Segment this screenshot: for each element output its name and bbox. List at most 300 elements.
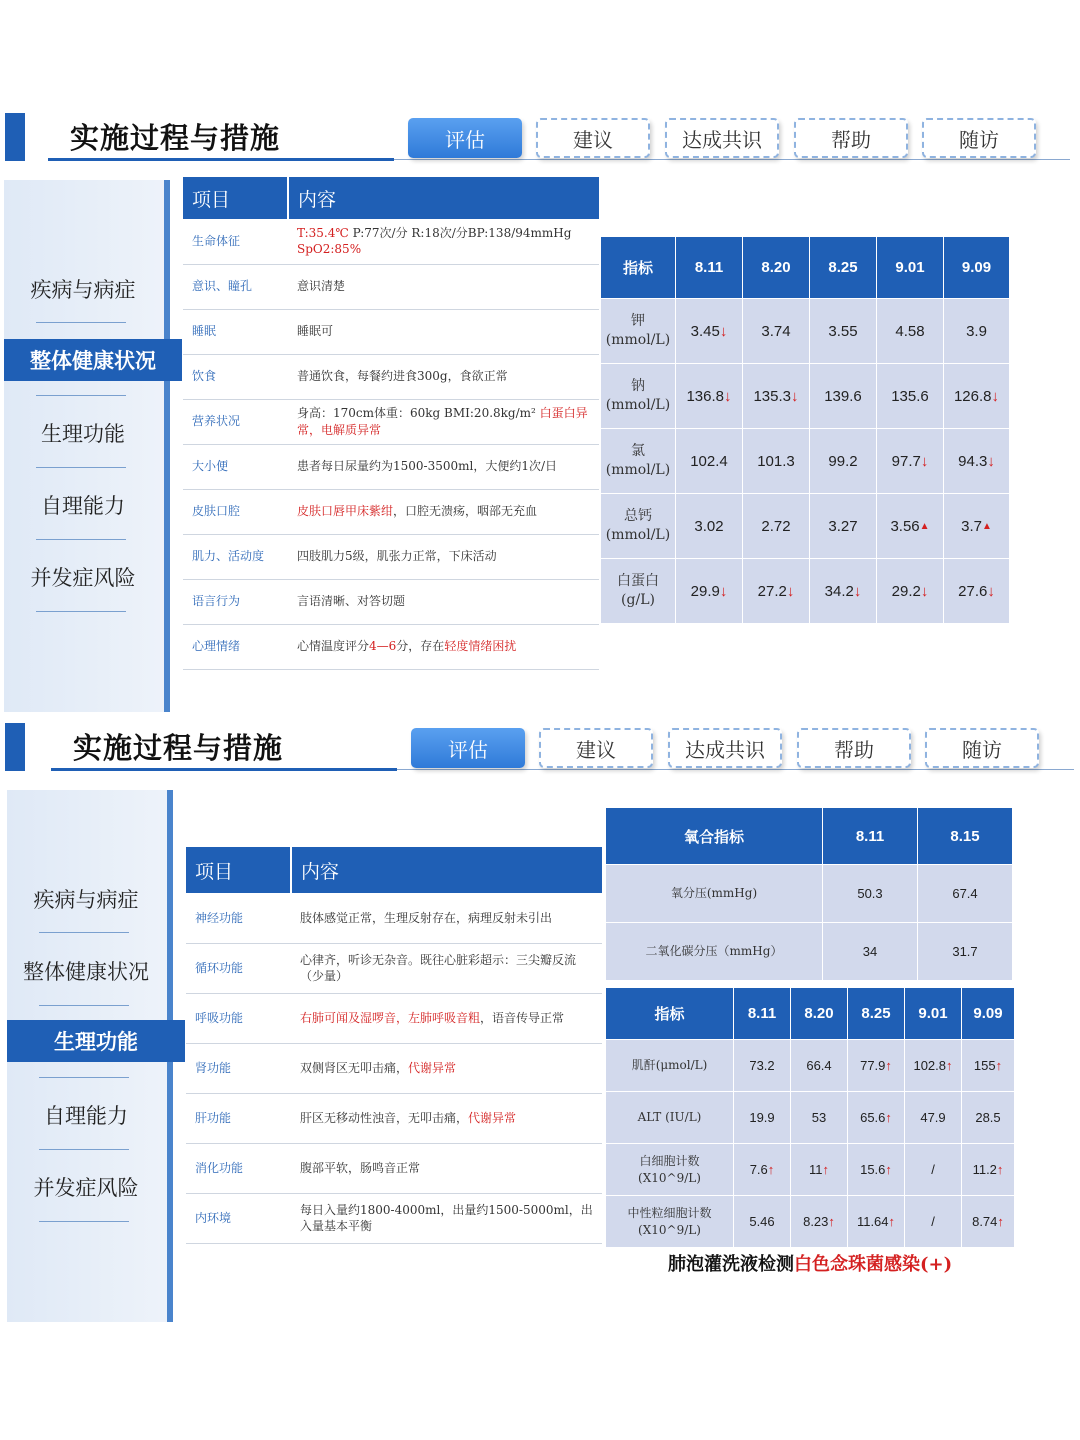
lab-value-cell <box>962 1092 1015 1144</box>
lab-row <box>601 429 1010 494</box>
lab-value-cell <box>734 1196 791 1248</box>
lab-row <box>606 923 1013 981</box>
lab-header-date: 8.11 <box>734 988 791 1040</box>
row-item-content <box>291 893 602 943</box>
lab-value: 135.3 <box>753 387 792 405</box>
row-item-content <box>288 309 599 354</box>
row-item-content <box>288 444 599 489</box>
caption-highlight: 白色念珠菌感染(+) <box>794 1254 953 1275</box>
lab-indicator-name <box>601 494 676 559</box>
nav-separator <box>39 1005 129 1006</box>
lab-value: 66.4 <box>806 1058 832 1073</box>
arrow-down-icon: ↓ <box>786 582 795 600</box>
row-item-label: 呼吸功能 <box>186 993 291 1043</box>
nav-separator <box>36 395 126 396</box>
lab-value-cell <box>791 1092 848 1144</box>
arrow-down-icon: ↓ <box>724 387 732 405</box>
lab-indicator-line: ALT (IU/L) <box>637 1110 702 1125</box>
lab-value-cell <box>944 559 1010 624</box>
lab-value: 53 <box>811 1110 827 1125</box>
tab-consensus[interactable]: 达成共识 <box>668 728 782 768</box>
row-item-content <box>288 399 599 444</box>
triangle-up-icon: ▲ <box>919 520 930 532</box>
alert-text: T:35.4℃ <box>297 226 349 241</box>
alert-text: SpO2:85% <box>297 242 362 257</box>
electrolyte-lab-table <box>600 236 1010 624</box>
row-item-label: 生命体征 <box>183 219 288 264</box>
lab-indicator-line: 肌酐(μmol/L) <box>631 1058 708 1073</box>
table-row <box>183 219 599 264</box>
lab-value: 102.8 <box>913 1058 947 1073</box>
row-item-label: 消化功能 <box>186 1143 291 1193</box>
lab-header-date: 8.20 <box>791 988 848 1040</box>
lab-value-cell <box>918 923 1013 981</box>
lab-value: 8.23 <box>803 1214 829 1229</box>
content-text: 腹部平软，肠鸣音正常 <box>300 1160 421 1175</box>
lab-indicator-name <box>606 923 823 981</box>
alert-text: 4—6 <box>369 639 397 654</box>
arrow-up-icon: ↑ <box>885 1162 892 1177</box>
lab-value-cell <box>877 559 944 624</box>
lab-indicator-line: 钠 <box>631 378 645 395</box>
renal-liver-lab-table <box>605 987 1015 1248</box>
lab-value: 11.64 <box>856 1214 889 1229</box>
lab-indicator-name <box>606 865 823 923</box>
lab-value-cell <box>676 494 743 559</box>
lab-value-cell <box>810 364 877 429</box>
lab-indicator-line: (mmol/L) <box>605 462 671 478</box>
lab-value-cell <box>791 1144 848 1196</box>
lab-value-cell <box>944 364 1010 429</box>
lab-indicator-line: (X10^9/L) <box>638 1222 701 1237</box>
lab-value-cell <box>734 1144 791 1196</box>
alert-text: 代谢异常 <box>468 1110 517 1125</box>
nav-item-complication-risk[interactable]: 并发症风险 <box>33 1176 139 1200</box>
row-item-label: 大小便 <box>183 444 288 489</box>
lab-value: 3.55 <box>828 322 858 340</box>
arrow-up-icon: ↑ <box>767 1162 775 1177</box>
table-row <box>183 579 599 624</box>
arrow-up-icon: ↑ <box>885 1058 892 1073</box>
row-item-content <box>288 264 599 309</box>
table-row <box>183 354 599 399</box>
lab-value: / <box>931 1214 935 1229</box>
lab-value-cell <box>848 1144 905 1196</box>
row-item-label: 皮肤口腔 <box>183 489 288 534</box>
slide-physiology <box>0 718 1080 1328</box>
lab-value-cell <box>877 429 944 494</box>
content-text: 心律齐，听诊无杂音。既往心脏彩超示：三尖瓣反流（少量） <box>300 952 577 983</box>
nav-separator <box>39 932 129 933</box>
lab-value: 50.3 <box>857 886 883 901</box>
lab-header-row <box>601 237 1010 299</box>
nav-item-self-care[interactable]: 自理能力 <box>41 494 125 518</box>
tab-followup[interactable]: 随访 <box>925 728 1039 768</box>
lab-row <box>601 559 1010 624</box>
lab-header-date: 8.20 <box>743 237 810 299</box>
lab-value-cell <box>944 429 1010 494</box>
row-item-content <box>291 1193 602 1243</box>
table-row <box>186 1093 602 1143</box>
lab-value: 65.6 <box>860 1110 886 1125</box>
lab-value-cell <box>877 364 944 429</box>
lab-value: 28.5 <box>975 1110 1001 1125</box>
lab-value: 3.9 <box>966 322 987 340</box>
content-text: 双侧肾区无叩击痛， <box>300 1060 409 1075</box>
lab-value-cell <box>962 1040 1015 1092</box>
lab-value: 3.56 <box>890 517 920 535</box>
table-row <box>186 1143 602 1193</box>
table-row <box>186 893 602 943</box>
lab-value-cell <box>905 1144 962 1196</box>
lab-value: 136.8 <box>686 387 725 405</box>
content-text: 患者每日尿量约为1500-3500ml，大便约1次/日 <box>297 459 558 474</box>
row-item-content <box>291 1043 602 1093</box>
lab-header-date: 9.09 <box>944 237 1010 299</box>
lab-value: 99.2 <box>828 452 858 470</box>
arrow-up-icon: ↑ <box>822 1162 829 1177</box>
lab-indicator-name <box>606 1196 734 1248</box>
content-text: 普通饮食，每餐约进食300g，食欲正常 <box>297 369 508 384</box>
lab-value: 7.6 <box>749 1162 768 1177</box>
row-item-label: 循环功能 <box>186 943 291 993</box>
lab-indicator-line: (mmol/L) <box>605 527 671 543</box>
lab-header-date: 9.09 <box>962 988 1015 1040</box>
lab-value-cell <box>848 1040 905 1092</box>
arrow-up-icon: ↑ <box>828 1214 835 1229</box>
nav-item-physiology[interactable]: 生理功能 <box>7 1020 185 1062</box>
alert-text: 代谢异常 <box>408 1060 457 1075</box>
lab-value-cell <box>734 1092 791 1144</box>
content-text: 心情温度评分 <box>297 639 370 654</box>
lab-value-cell <box>791 1040 848 1092</box>
lab-indicator-line: (mmol/L) <box>605 332 671 348</box>
lab-value-cell <box>743 364 810 429</box>
arrow-up-icon: ↑ <box>885 1110 892 1125</box>
row-item-content <box>288 579 599 624</box>
lab-value: 2.72 <box>761 517 791 535</box>
arrow-down-icon: ↓ <box>920 452 929 470</box>
lab-header-row <box>606 808 1013 865</box>
lab-indicator-line: 白细胞计数 <box>639 1154 700 1169</box>
row-item-content <box>288 624 599 669</box>
lab-value-cell <box>848 1092 905 1144</box>
arrow-up-icon: ↑ <box>996 1162 1004 1177</box>
lab-value-cell <box>905 1040 962 1092</box>
lab-header-date: 8.25 <box>848 988 905 1040</box>
nav-item-self-care[interactable]: 自理能力 <box>44 1104 128 1128</box>
table-row <box>186 1193 602 1243</box>
lab-value-cell <box>791 1196 848 1248</box>
row-item-label: 心理情绪 <box>183 624 288 669</box>
lab-value: 29.2 <box>891 582 921 600</box>
lab-value-cell <box>676 364 743 429</box>
content-text: P:77次/分 R:18次/分BP:138/94mmHg <box>348 226 572 241</box>
table-row <box>183 534 599 579</box>
lab-value: 3.45 <box>690 322 720 340</box>
content-text: 睡眠可 <box>297 324 334 339</box>
lab-value: 67.4 <box>952 886 978 901</box>
row-item-label: 肌力、活动度 <box>183 534 288 579</box>
lab-row <box>601 494 1010 559</box>
nav-item-physiology[interactable]: 生理功能 <box>41 422 125 446</box>
arrow-down-icon: ↓ <box>719 322 728 340</box>
lab-value: 27.2 <box>757 582 787 600</box>
lab-value: 31.7 <box>952 944 978 959</box>
header-accent-bar <box>5 723 25 771</box>
lab-indicator-line: (g/L) <box>621 592 655 608</box>
lab-indicator-line: 中性粒细胞计数 <box>627 1206 712 1221</box>
lab-value: 3.02 <box>694 517 724 535</box>
lab-value: 5.46 <box>749 1214 775 1229</box>
lab-value-cell <box>848 1196 905 1248</box>
nav-item-disease[interactable]: 疾病与病症 <box>30 278 136 302</box>
lab-indicator-line: 白蛋白 <box>617 573 659 590</box>
table-row <box>186 1043 602 1093</box>
lab-value: 8.74 <box>972 1214 998 1229</box>
tab-suggest[interactable]: 建议 <box>536 118 650 158</box>
row-item-label: 营养状况 <box>183 399 288 444</box>
lab-indicator-line: (mmol/L) <box>605 397 671 413</box>
lab-row <box>606 1040 1015 1092</box>
lab-indicator-line: 总钙 <box>624 508 652 525</box>
lab-value: 4.58 <box>895 322 925 340</box>
lab-value-cell <box>734 1040 791 1092</box>
column-header-content: 内容 <box>291 847 602 893</box>
lab-value-cell <box>743 429 810 494</box>
lab-row <box>606 865 1013 923</box>
lab-value-cell <box>743 559 810 624</box>
row-item-content <box>291 943 602 993</box>
table-row <box>186 993 602 1043</box>
row-item-label: 饮食 <box>183 354 288 399</box>
lab-header-date: 9.01 <box>877 237 944 299</box>
lab-header-indicator: 指标 <box>601 237 676 299</box>
lab-value: 34.2 <box>824 582 854 600</box>
column-header-item: 项目 <box>183 177 288 219</box>
table-row <box>186 943 602 993</box>
content-text: 身高：170cm体重：60kg BMI:20.8kg/m² <box>297 406 540 421</box>
nav-separator <box>39 1149 129 1150</box>
lab-value-cell <box>823 923 918 981</box>
arrow-up-icon: ↑ <box>995 1058 1003 1073</box>
nav-separator <box>36 322 126 323</box>
alert-text: 白蛋白异常，电解质异常 <box>297 406 588 437</box>
nav-item-complication-risk[interactable]: 并发症风险 <box>30 566 136 590</box>
lab-value: 15.6 <box>860 1162 886 1177</box>
lab-header-date: 8.11 <box>823 808 918 865</box>
lab-value-cell <box>918 865 1013 923</box>
content-text: 四肢肌力5级，肌张力正常，下床活动 <box>297 549 497 564</box>
tab-help[interactable]: 帮助 <box>797 728 911 768</box>
lab-value-cell <box>944 494 1010 559</box>
row-item-content <box>288 534 599 579</box>
lab-value: 155 <box>973 1058 996 1073</box>
table-row <box>183 444 599 489</box>
lab-value-cell <box>877 494 944 559</box>
page-title: 实施过程与措施 <box>70 121 281 155</box>
physiology-table <box>186 847 602 1244</box>
alert-text: 右肺可闻及湿啰音，左肺呼吸音粗 <box>300 1010 481 1025</box>
lab-row <box>601 299 1010 364</box>
lab-value: 126.8 <box>953 387 992 405</box>
lab-header-date: 8.11 <box>676 237 743 299</box>
arrow-down-icon: ↓ <box>991 387 1000 405</box>
lab-row <box>601 364 1010 429</box>
nav-item-disease[interactable]: 疾病与病症 <box>33 888 139 912</box>
header-underline <box>51 768 397 771</box>
lab-value: 47.9 <box>920 1110 946 1125</box>
row-item-content <box>288 354 599 399</box>
lab-value-cell <box>810 429 877 494</box>
arrow-down-icon: ↓ <box>987 452 995 470</box>
nav-separator <box>39 1077 129 1078</box>
tab-assess[interactable]: 评估 <box>408 118 522 158</box>
lab-indicator-name <box>606 1144 734 1196</box>
row-item-label: 内环境 <box>186 1193 291 1243</box>
lab-value: 3.74 <box>761 322 791 340</box>
lab-value: 11 <box>809 1162 823 1177</box>
arrow-down-icon: ↓ <box>853 582 862 600</box>
column-header-content: 内容 <box>288 177 599 219</box>
alert-text: 轻度情绪困扰 <box>444 639 517 654</box>
oxygenation-lab-table <box>605 807 1013 981</box>
tab-help[interactable]: 帮助 <box>794 118 908 158</box>
lab-value-cell <box>905 1092 962 1144</box>
lavage-test-caption <box>668 1250 952 1276</box>
row-item-content <box>288 219 599 264</box>
lab-value: 19.9 <box>749 1110 775 1125</box>
lab-value: 73.2 <box>749 1058 775 1073</box>
lab-value: 3.27 <box>828 517 858 535</box>
nav-separator <box>36 539 126 540</box>
tab-suggest[interactable]: 建议 <box>539 728 653 768</box>
lab-indicator-name <box>601 429 676 494</box>
tab-followup[interactable]: 随访 <box>922 118 1036 158</box>
lab-value: 77.9 <box>860 1058 886 1073</box>
lab-value: 102.4 <box>690 452 728 470</box>
content-text: ，语音传导正常 <box>480 1010 565 1025</box>
lab-value-cell <box>810 299 877 364</box>
lab-value: 94.3 <box>958 452 988 470</box>
lab-row <box>606 1144 1015 1196</box>
nav-separator <box>36 467 126 468</box>
lab-value-cell <box>823 865 918 923</box>
lab-indicator-name <box>601 299 676 364</box>
row-item-label: 肾功能 <box>186 1043 291 1093</box>
slide-overall-health <box>0 108 1080 718</box>
content-text: 肢体感觉正常，生理反射存在，病理反射未引出 <box>300 910 553 925</box>
page-title: 实施过程与措施 <box>73 731 284 765</box>
table-row <box>183 399 599 444</box>
lab-value: 27.6 <box>958 582 988 600</box>
lab-indicator-line: 二氧化碳分压（mmHg） <box>645 944 783 959</box>
table-row <box>183 624 599 669</box>
caption-prefix: 肺泡灌洗液检测 <box>668 1254 794 1275</box>
tab-consensus[interactable]: 达成共识 <box>665 118 779 158</box>
header-accent-bar <box>5 113 25 161</box>
row-item-content <box>291 1093 602 1143</box>
row-item-content <box>288 489 599 534</box>
lab-value: / <box>931 1162 935 1177</box>
arrow-down-icon: ↓ <box>920 582 929 600</box>
lab-value-cell <box>676 299 743 364</box>
content-text: 言语清晰、对答切题 <box>297 594 406 609</box>
table-row <box>183 309 599 354</box>
content-text: 每日入量约1800-4000ml，出量约1500-5000ml，出入量基本平衡 <box>300 1202 593 1233</box>
nav-separator <box>36 611 126 612</box>
row-item-content <box>291 993 602 1043</box>
lab-value-cell <box>743 299 810 364</box>
lab-value: 101.3 <box>757 452 795 470</box>
header-divider <box>397 769 1074 770</box>
assessment-table <box>183 177 599 670</box>
lab-header-indicator: 氧合指标 <box>606 808 823 865</box>
lab-value: 135.6 <box>891 387 929 405</box>
lab-value: 34 <box>862 944 878 959</box>
alert-text: 皮肤口唇甲床紫绀 <box>297 504 394 519</box>
nav-separator <box>39 1221 129 1222</box>
arrow-down-icon: ↓ <box>719 582 728 600</box>
lab-header-date: 9.01 <box>905 988 962 1040</box>
lab-indicator-line: 钾 <box>631 313 645 330</box>
lab-row <box>606 1092 1015 1144</box>
lab-row <box>606 1196 1015 1248</box>
lab-value: 3.7 <box>961 517 982 535</box>
lab-value-cell <box>905 1196 962 1248</box>
table-row <box>183 264 599 309</box>
lab-value: 29.9 <box>690 582 720 600</box>
arrow-down-icon: ↓ <box>791 387 799 405</box>
row-item-label: 肝功能 <box>186 1093 291 1143</box>
lab-indicator-name <box>601 364 676 429</box>
lab-indicator-name <box>606 1092 734 1144</box>
lab-value: 11.2 <box>972 1162 997 1177</box>
lab-value-cell <box>962 1196 1015 1248</box>
header-divider <box>394 159 1070 160</box>
lab-value-cell <box>676 559 743 624</box>
column-header-item: 项目 <box>186 847 291 893</box>
lab-header-row <box>606 988 1015 1040</box>
lab-indicator-line: 氧分压(mmHg) <box>670 886 758 901</box>
nav-item-overall-health[interactable]: 整体健康状况 <box>23 960 149 984</box>
row-item-label: 意识、瞳孔 <box>183 264 288 309</box>
header-underline <box>48 158 394 161</box>
lab-value-cell <box>676 429 743 494</box>
lab-value-cell <box>944 299 1010 364</box>
lab-value-cell <box>962 1144 1015 1196</box>
lab-indicator-name <box>601 559 676 624</box>
lab-header-indicator: 指标 <box>606 988 734 1040</box>
lab-header-date: 8.15 <box>918 808 1013 865</box>
lab-value: 97.7 <box>891 452 921 470</box>
row-item-label: 神经功能 <box>186 893 291 943</box>
arrow-up-icon: ↑ <box>888 1214 896 1229</box>
table-row <box>183 489 599 534</box>
nav-item-overall-health[interactable]: 整体健康状况 <box>4 339 182 381</box>
content-text: 肝区无移动性浊音，无叩击痛， <box>300 1110 469 1125</box>
tab-assess[interactable]: 评估 <box>411 728 525 768</box>
content-text: 意识清楚 <box>297 279 346 294</box>
arrow-down-icon: ↓ <box>987 582 995 600</box>
content-text: ，口腔无溃疡，咽部无充血 <box>393 504 538 519</box>
triangle-up-icon: ▲ <box>981 520 992 532</box>
row-item-label: 语言行为 <box>183 579 288 624</box>
lab-indicator-line: 氯 <box>631 443 645 460</box>
lab-header-date: 8.25 <box>810 237 877 299</box>
content-text: 分，存在 <box>396 639 445 654</box>
lab-value-cell <box>810 559 877 624</box>
